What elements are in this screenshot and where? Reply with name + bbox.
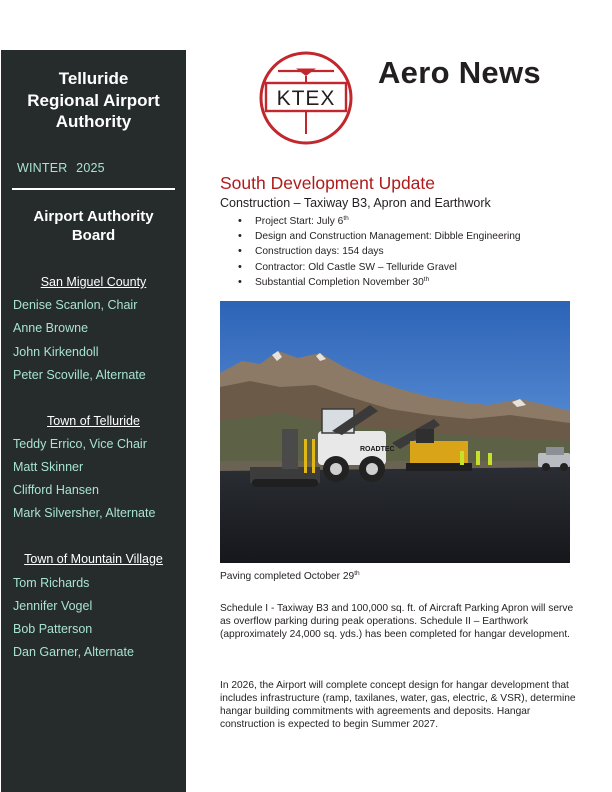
board-member: Peter Scoville, Alternate [13, 368, 146, 382]
paragraph-hangar-plan: In 2026, the Airport will complete concept design for hangar development that includes infrastructure (ramp, taxilanes, water, gas, electric, & VSR), determine hangar building commitments with agreements and deposits. Hangar construction is expected to begin Summer 2027. [220, 680, 576, 731]
sidebar [1, 50, 186, 792]
paver-brand-text: ROADTEC [360, 446, 395, 453]
group-heading-town-of-telluride: Town of Telluride [47, 414, 140, 428]
board-member: Matt Skinner [13, 460, 84, 474]
board-title [1, 208, 186, 245]
board-member: Mark Silversher, Alternate [13, 506, 156, 520]
project-facts-list [238, 214, 521, 290]
board-member: Bob Patterson [13, 622, 93, 636]
paragraph-schedule: Schedule I - Taxiway B3 and 100,000 sq. ft. of Aircraft Parking Apron will serve as overflow parking during peak operations. Schedule II – Earthwork (approximately 24,000 sq. yds.) has been completed for hangar development. [220, 603, 574, 641]
list-item: • Construction days: 154 days [238, 244, 521, 259]
paving-photo [220, 301, 570, 563]
board-member: Jennifer Vogel [13, 599, 93, 613]
sidebar-divider [12, 188, 175, 190]
list-item: • Substantial Completion November 30th [238, 275, 521, 290]
board-member: Tom Richards [13, 576, 90, 590]
group-heading-town-of-mountain-village: Town of Mountain Village [24, 552, 163, 566]
board-member: Teddy Errico, Vice Chair [13, 437, 147, 451]
article-headline: South Development Update [220, 173, 435, 193]
ktex-logo [258, 50, 354, 146]
list-item: • Project Start: July 6th [238, 214, 521, 229]
article-subhead: Construction – Taxiway B3, Apron and Earthwork [220, 196, 491, 210]
org-title-line: Regional Airport [27, 90, 160, 110]
board-member: Anne Browne [13, 321, 89, 335]
issue-season: WINTER 2025 [17, 161, 105, 175]
board-member: Clifford Hansen [13, 483, 99, 497]
photo-caption: Paving completed October 29th [220, 570, 360, 582]
board-member: Denise Scanlon, Chair [13, 298, 138, 312]
logo-text: KTEX [276, 87, 336, 110]
group-heading-san-miguel-county: San Miguel County [40, 275, 147, 289]
org-title-line: Telluride [58, 69, 129, 88]
board-member: John Kirkendoll [13, 345, 99, 359]
list-item: • Contractor: Old Castle SW – Telluride Gravel [238, 260, 521, 275]
board-title-line: Board [71, 226, 116, 244]
org-title-line: Authority [55, 112, 132, 131]
list-item: • Design and Construction Management: Dibble Engineering [238, 229, 521, 244]
masthead-title: Aero News [378, 55, 541, 90]
board-member: Dan Garner, Alternate [13, 645, 134, 659]
organization-title [1, 68, 186, 133]
board-title-line: Airport Authority [33, 208, 154, 225]
